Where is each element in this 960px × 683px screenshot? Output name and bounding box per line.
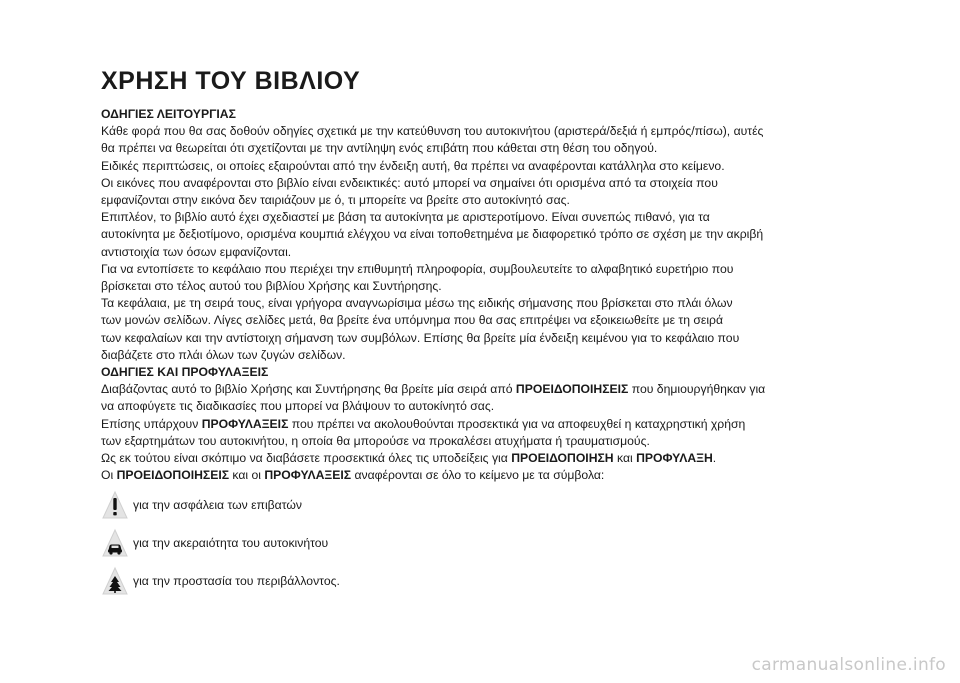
- text-run: αναφέρονται σε όλο το κείμενο με τα σύμβολα:: [351, 468, 605, 483]
- emphasis-precautions: ΠΡΟΦΥΛΑΞΕΙΣ: [264, 468, 352, 483]
- page-content: [101, 106, 861, 599]
- symbol-row-vehicle-integrity: [101, 526, 861, 561]
- section-heading-operating-instructions: ΟΔΗΓΙΕΣ ΛΕΙΤΟΥΡΓΙΑΣ: [101, 107, 236, 121]
- text-run: Επίσης υπάρχουν: [101, 416, 202, 431]
- symbol-row-environment-protection: [101, 564, 861, 599]
- text-run: που δημιουργήθηκαν για να αποφύγετε τις διαδικασίες που μπορεί να βλάψουν το αυτοκίνητό σας.: [101, 382, 766, 414]
- manual-page: [101, 66, 861, 602]
- symbols-list: [101, 488, 861, 599]
- text-run: Ως εκ τούτου είναι σκόπιμο να διαβάσετε προσεκτικά όλες τις υποδείξεις για: [101, 451, 512, 466]
- precautions-paragraph: [101, 416, 861, 450]
- emphasis-precautions: ΠΡΟΦΥΛΑΞΕΙΣ: [201, 416, 289, 431]
- emphasis-warnings: ΠΡΟΕΙΔΟΠΟΙΗΣΕΙΣ: [515, 382, 629, 397]
- text-run: .: [712, 451, 717, 466]
- warning-tree-icon: [101, 566, 129, 598]
- watermark-text: carmanualsonline.info: [751, 655, 946, 675]
- text-run: Οι: [101, 468, 117, 483]
- read-carefully-paragraph: [101, 450, 861, 467]
- section-body-operating-instructions: Κάθε φορά που θα σας δοθούν οδηγίες σχετικά με την κατεύθυνση του αυτοκινήτου (αριστερά/δεξιά ή εμπρός/πίσω), αυτές θα πρέπει να θεωρείται ότι σχετίζονται με την αντίληψη ενός επιβάτη που κάθεται στη θέση του οδηγού. Ειδικές περιπτώσεις, οι οποίες εξαιρούνται από την ένδειξη αυτή, θα πρέπει να αναφέρονται κατάλληλα στο κείμενο. Οι εικόνες που αναφέρονται στο βιβλίο είναι ενδεικτικές: αυτό μπορεί να σημαίνει ότι ορισμένα από τα στοιχεία που εμφανίζονται στην εικόνα δεν ταιριάζουν με ό, τι μπορείτε να βρείτε στο αυτοκίνητό σας. Επιπλέον, το βιβλίο αυτό έχει σχεδιαστεί με βάση τα αυτοκίνητα με αριστεροτίμονο. Είναι συνεπώς πιθανό, για τα αυτοκίνητα με δεξιοτίμονο, ορισμένα κουμπιά ελέγχου να είναι τοποθετημένα με διαφορετικό τρόπο σε σχέση με την ακριβή αντιστοιχία των όσων εμφανίζονται. Για να εντοπίσετε το κεφάλαιο που περιέχει την επιθυμητή πληροφορία, συμβουλευτείτε το αλφαβητικό ευρετήριο που βρίσκεται στο τέλος αυτού του βιβλίου Χρήσης και Συντήρησης. Τα κεφάλαια, με τη σειρά τους, είναι γρήγορα αναγνωρίσιμα μέσω της ειδικής σήμανσης που βρίσκεται στο πλάι όλων των μονών σελίδων. Λίγες σελίδες μετά, θα βρείτε ένα υπόμνημα που θα σας επιτρέψει να εξοικειωθείτε με τη σειρά των κεφαλαίων και την αντίστοιχη σήμανση των συμβόλων. Επίσης θα βρείτε μία ένδειξη κειμένου για το κεφάλαιο που διαβάζετε στο πλάι όλων των ζυγών σελίδων.: [101, 124, 764, 362]
- text-run: και: [613, 451, 637, 466]
- warning-exclamation-icon: [101, 490, 129, 522]
- emphasis-warnings: ΠΡΟΕΙΔΟΠΟΙΗΣΕΙΣ: [116, 468, 230, 483]
- symbol-label: για την προστασία του περιβάλλοντος.: [133, 574, 340, 589]
- section-heading-warnings-precautions: ΟΔΗΓΙΕΣ ΚΑΙ ΠΡΟΦΥΛΑΞΕΙΣ: [101, 365, 269, 380]
- symbol-label: για την ασφάλεια των επιβατών: [133, 498, 302, 513]
- page-title: ΧΡΗΣΗ ΤΟΥ ΒΙΒΛΙΟΥ: [101, 67, 361, 95]
- text-run: που πρέπει να ακολουθούνται προσεκτικά για να αποφευχθεί η καταχρηστική χρήση των εξαρτημάτων του αυτοκινήτου, η οποία θα μπορούσε να προκαλέσει ατυχήματα ή τραυματισμούς.: [101, 416, 746, 448]
- text-run: Διαβάζοντας αυτό το βιβλίο Χρήσης και Συντήρησης θα βρείτε μία σειρά από: [101, 382, 516, 397]
- text-run: και οι: [229, 468, 265, 483]
- symbol-row-passenger-safety: [101, 488, 861, 523]
- emphasis-warning: ΠΡΟΕΙΔΟΠΟΙΗΣΗ: [511, 451, 614, 466]
- warnings-paragraph: [101, 381, 861, 415]
- warning-car-icon: [101, 528, 129, 560]
- symbol-label: για την ακεραιότητα του αυτοκινήτου: [133, 536, 329, 551]
- emphasis-precaution: ΠΡΟΦΥΛΑΞΗ: [636, 451, 713, 466]
- symbols-intro-paragraph: [101, 467, 861, 484]
